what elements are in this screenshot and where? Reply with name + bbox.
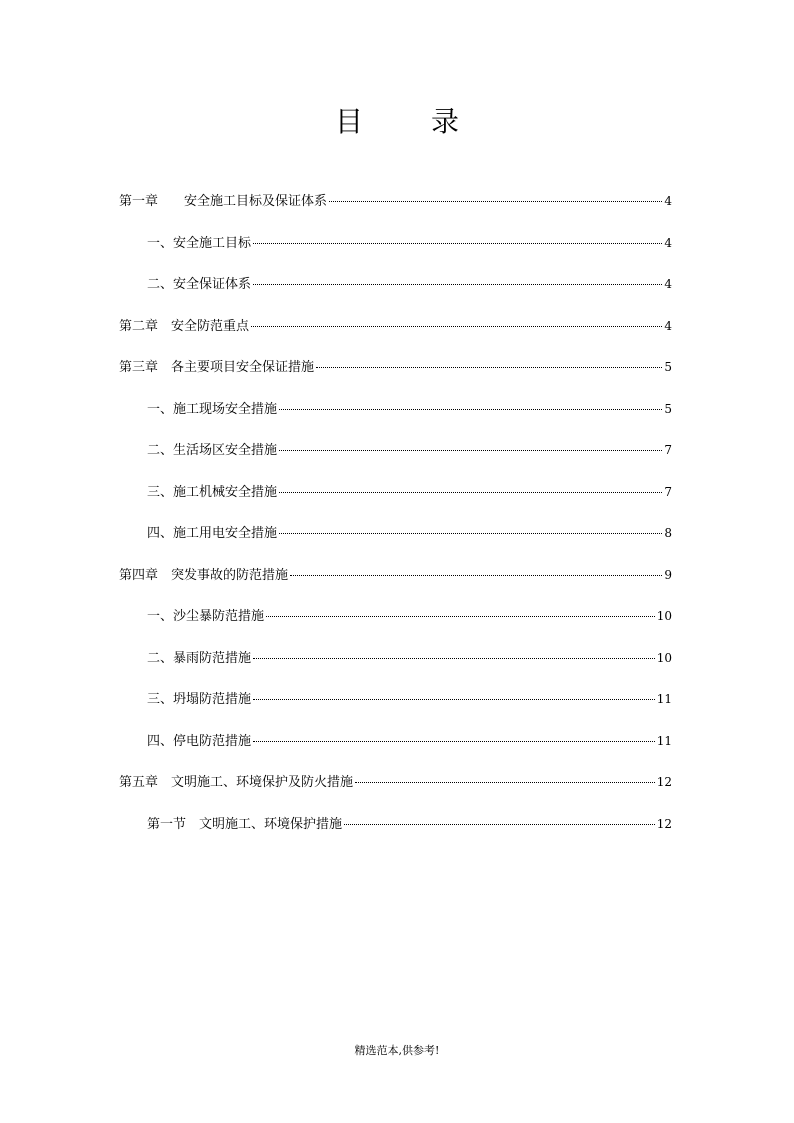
dot-leader	[344, 824, 655, 825]
dot-leader	[290, 575, 662, 576]
toc-entry[interactable]	[119, 564, 672, 606]
toc-entry-page: 4	[664, 235, 672, 250]
toc-entry-label: 二、生活场区安全措施	[147, 443, 278, 458]
toc-entry[interactable]	[119, 522, 672, 564]
toc-entry[interactable]	[119, 398, 672, 440]
toc-entry[interactable]	[119, 232, 672, 274]
toc-entry-label: 一、安全施工目标	[147, 235, 252, 251]
dot-leader	[316, 367, 662, 368]
toc-entry[interactable]	[119, 315, 672, 357]
toc-entry-label: 二、暴雨防范措施	[147, 650, 252, 666]
toc-entry[interactable]	[119, 647, 672, 689]
toc-entry-label: 四、施工用电安全措施	[147, 526, 278, 541]
toc-entry-label: 第三章 各主要项目安全保证措施	[119, 360, 315, 375]
toc-entry-page: 4	[664, 318, 672, 333]
title-char-2: 录	[431, 105, 460, 138]
toc-entry-label: 第一章 安全施工目标及保证体系	[119, 194, 328, 209]
dot-leader	[279, 492, 662, 493]
toc-entry-page: 10	[656, 609, 672, 623]
dot-leader	[279, 533, 662, 534]
toc-entry-label: 四、停电防范措施	[147, 733, 252, 749]
toc-entry-page: 11	[656, 692, 672, 706]
dot-leader	[279, 409, 662, 410]
toc-entry-page: 11	[656, 733, 672, 748]
toc-entry-page: 5	[664, 360, 672, 374]
dot-leader	[329, 201, 662, 202]
toc-entry-label: 第二章 安全防范重点	[119, 318, 250, 334]
toc-entry-page: 8	[664, 526, 672, 540]
toc-entry-label: 二、安全保证体系	[147, 277, 252, 292]
toc-entry[interactable]	[119, 730, 672, 772]
dot-leader	[279, 450, 662, 451]
dot-leader	[253, 243, 662, 244]
dot-leader	[266, 616, 655, 617]
dot-leader	[253, 284, 662, 285]
toc-entry-page: 7	[664, 484, 672, 499]
toc-entry[interactable]	[119, 688, 672, 730]
toc-entry-label: 第一节 文明施工、环境保护措施	[147, 816, 343, 832]
page-title	[0, 100, 794, 140]
toc-entry[interactable]	[119, 771, 672, 813]
toc-entry-label: 三、施工机械安全措施	[147, 484, 278, 500]
toc-entry[interactable]	[119, 439, 672, 481]
toc-entry[interactable]	[119, 190, 672, 232]
toc-entry[interactable]	[119, 813, 672, 855]
toc-entry-page: 12	[656, 775, 672, 789]
toc-entry[interactable]	[119, 273, 672, 315]
dot-leader	[251, 326, 662, 327]
toc-entry-label: 第五章 文明施工、环境保护及防火措施	[119, 775, 354, 790]
dot-leader	[355, 782, 655, 783]
toc-entry-page: 4	[664, 194, 672, 208]
toc-entry[interactable]	[119, 605, 672, 647]
table-of-contents	[119, 190, 672, 854]
toc-entry-page: 10	[656, 650, 672, 665]
toc-entry-label: 一、沙尘暴防范措施	[147, 609, 265, 624]
toc-entry[interactable]	[119, 481, 672, 523]
toc-entry-label: 三、坍塌防范措施	[147, 692, 252, 707]
toc-entry[interactable]	[119, 356, 672, 398]
dot-leader	[253, 699, 655, 700]
title-char-1: 目	[334, 105, 363, 138]
toc-entry-page: 12	[656, 816, 672, 831]
toc-entry-page: 9	[664, 567, 672, 582]
dot-leader	[253, 741, 655, 742]
dot-leader	[253, 658, 655, 659]
toc-entry-label: 一、施工现场安全措施	[147, 401, 278, 417]
toc-entry-label: 第四章 突发事故的防范措施	[119, 567, 289, 583]
toc-entry-page: 5	[664, 401, 672, 416]
footer-note: 精选范本,供参考!	[354, 1044, 440, 1057]
toc-entry-page: 7	[664, 443, 672, 457]
toc-entry-page: 4	[664, 277, 672, 291]
